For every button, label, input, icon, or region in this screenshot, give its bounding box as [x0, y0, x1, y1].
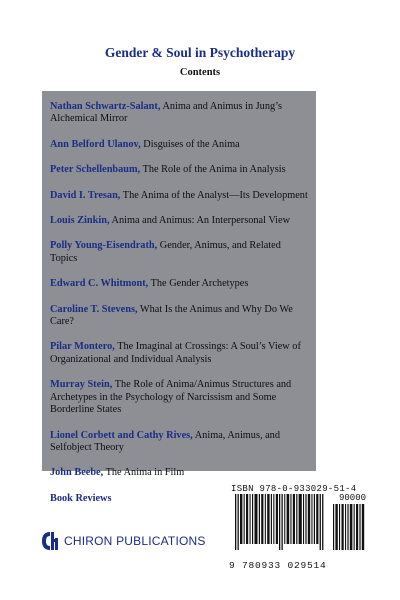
contents-entry	[50, 139, 308, 151]
entry-title: Anima and Animus in Jung’s Alchemical Mirror	[50, 101, 282, 125]
contents-entry	[50, 278, 308, 290]
entry-title: The Anima of the Analyst—Its Development	[122, 189, 308, 201]
entry-title: Anima and Animus: An Interpersonal View	[111, 215, 291, 227]
publisher-logo	[40, 530, 206, 552]
isbn-barcode	[229, 484, 369, 571]
contents-entry	[50, 164, 308, 176]
entry-title: The Gender Archetypes	[150, 278, 249, 290]
entry-author: John Beebe,	[50, 467, 104, 479]
entry-title: The Imaginal at Crossings: A Soul’s View of Organizational and Individual Analysis	[50, 341, 301, 365]
entry-author: David I. Tresan,	[50, 189, 121, 201]
entry-title: Gender, Animus, and Related Topics	[50, 240, 281, 264]
entry-title: The Anima in Film	[105, 467, 185, 479]
contents-entry	[50, 379, 308, 416]
entry-author: Ann Belford Ulanov,	[50, 138, 141, 150]
entry-title: Disguises of the Anima	[143, 138, 240, 150]
contents-entry	[50, 467, 308, 479]
publisher-name: CHIRON PUBLICATIONS	[64, 534, 206, 548]
contents-entry	[50, 341, 308, 366]
barcode-addon-digits: 90000	[339, 493, 367, 503]
contents-entry	[50, 304, 308, 329]
chiron-logo-icon	[40, 530, 60, 552]
entry-author: Murray Stein,	[50, 379, 113, 391]
entry-author: Pilar Montero,	[50, 341, 115, 353]
barcode-bars	[229, 494, 369, 554]
entry-title: The Role of the Anima in Analysis	[142, 164, 286, 176]
entry-author: Peter Schellenbaum,	[50, 164, 141, 176]
entry-author: Lionel Corbett and Cathy Rives,	[50, 429, 193, 441]
contents-entry	[50, 430, 308, 455]
entry-author: Polly Young-Eisendrath,	[50, 240, 158, 252]
entry-author: Nathan Schwartz-Salant,	[50, 101, 161, 112]
contents-entry	[50, 190, 308, 202]
book-reviews-label: Book Reviews	[50, 492, 112, 504]
entry-title: Anima, Animus, and Selfobject Theory	[50, 429, 280, 453]
contents-heading: Contents	[179, 67, 221, 78]
barcode-number: 9 780933 029514	[229, 560, 327, 571]
isbn-text: ISBN 978-0-933029-51-4	[231, 484, 357, 494]
contents-entry	[50, 215, 308, 227]
entry-author: Caroline T. Stevens,	[50, 303, 138, 315]
contents-entry	[50, 240, 308, 265]
entry-title: What Is the Animus and Why Do We Care?	[50, 303, 293, 328]
entry-title: The Role of Anima/Animus Structures and Archetypes in the Psychology of Narcissism and Some Borderline States	[50, 379, 292, 416]
book-series-title: Gender & Soul in Psychotherapy	[104, 45, 296, 60]
contents-entry	[50, 101, 308, 126]
entry-author: Edward C. Whitmont,	[50, 278, 149, 290]
entry-author: Louis Zinkin,	[50, 215, 110, 227]
